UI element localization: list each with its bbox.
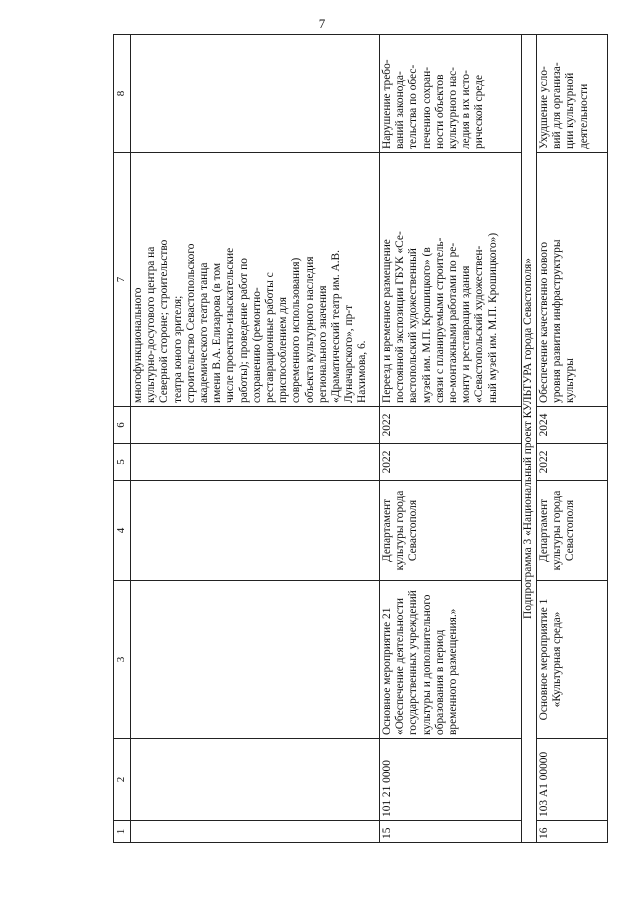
row-end-year: 2022 bbox=[380, 407, 522, 444]
table-row bbox=[537, 35, 608, 843]
row-executor: Департамент культуры города Севастополя bbox=[537, 481, 608, 581]
row-number: 16 bbox=[537, 821, 608, 843]
col-header-4: 4 bbox=[114, 481, 131, 581]
subprogram-header-row bbox=[522, 35, 537, 843]
row-name: Основное мероприятие 21 «Обеспечение деятельности государственных учреждений культуры и дополнительного образования в период временного размещения.» bbox=[380, 581, 522, 739]
row-start-year: 2022 bbox=[380, 444, 522, 481]
col-header-1: 1 bbox=[114, 821, 131, 843]
row-code: 101 21 0000 bbox=[380, 739, 522, 821]
col-header-5: 5 bbox=[114, 444, 131, 481]
col-header-3: 3 bbox=[114, 581, 131, 739]
row-code: 103 А1 00000 bbox=[537, 739, 608, 821]
row-start-year bbox=[131, 444, 380, 481]
row-number bbox=[131, 821, 380, 843]
row-name: Основное мероприятие 1 «Культурная среда» bbox=[537, 581, 608, 739]
column-number-row bbox=[114, 35, 131, 843]
row-consequence: Ухудшение усло- вий для организа- ции культурной деятельности bbox=[537, 35, 608, 153]
row-executor: Департамент культуры города Севастополя bbox=[380, 481, 522, 581]
row-consequence bbox=[131, 35, 380, 153]
row-description: Обеспечение качественно нового уровня развития инфраструктуры культуры bbox=[537, 153, 608, 407]
rotated-table-wrapper bbox=[113, 35, 607, 843]
table-row bbox=[380, 35, 522, 843]
row-code bbox=[131, 739, 380, 821]
col-header-8: 8 bbox=[114, 35, 131, 153]
row-description: Переезд и временное размещение постоянной экспозиции ГБУК «Се- вастопольский художественный музей им. М.П. Крошицкого» (в связи с планируемыми строитель- но-монтажными работами по ре- монту и реставрации здания «Севастопольский художествен- ный музей им. М.П. Крошицкого») bbox=[380, 153, 522, 407]
page-number: 7 bbox=[318, 16, 326, 31]
row-name bbox=[131, 581, 380, 739]
row-end-year bbox=[131, 407, 380, 444]
col-header-7: 7 bbox=[114, 153, 131, 407]
col-header-2: 2 bbox=[114, 739, 131, 821]
subprogram-title: Подпрограмма 3 «Национальный проект КУЛЬТУРА города Севастополя» bbox=[522, 35, 537, 843]
row-end-year: 2024 bbox=[537, 407, 608, 444]
program-table bbox=[113, 34, 608, 843]
row-consequence: Нарушение требо- ваний законода- тельства по обес- печению сохран- ности объектов культурного нас- ледия в их исто- рической среде bbox=[380, 35, 522, 153]
row-executor bbox=[131, 481, 380, 581]
col-header-6: 6 bbox=[114, 407, 131, 444]
row-start-year: 2022 bbox=[537, 444, 608, 481]
row-number: 15 bbox=[380, 821, 522, 843]
table-row bbox=[131, 35, 380, 843]
row-description: многофункционального культурно-досугового центра на Северной стороне; строительство театра юного зрителя; строительство Севастопольского академического театра танца имени В.А. Елизарова (в том числе проектно-изыскательские работы); проведение работ по сохранению (ремонтно- реставрационные работы с приспособлением для современного использования) объекта культурного наследия регионального значения «Драматический театр им. А.В. Луначарского», пр-т Нахимова, 6. bbox=[131, 153, 380, 407]
